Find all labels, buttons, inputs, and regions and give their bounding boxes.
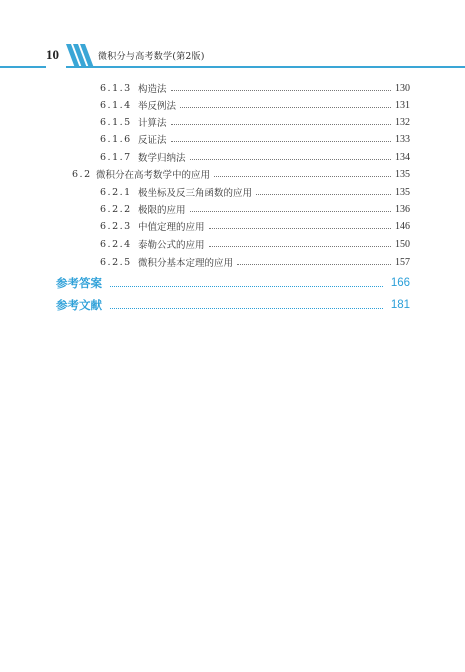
toc-entry-title: 反证法 [138,135,167,146]
toc-entry-page: 157 [395,256,410,268]
toc-entry[interactable] [100,80,410,96]
toc-entry[interactable] [100,97,410,113]
toc-entry-page: 134 [395,151,410,163]
toc-entry-number: 6.1.5 [100,116,132,128]
toc-entry-number: 6.2.1 [100,186,132,198]
toc-entry-page: 146 [395,220,410,232]
dot-leader [110,286,383,287]
toc-entry[interactable] [100,201,410,217]
toc-entry-number: 6.2.3 [100,220,132,232]
dot-leader [110,308,383,309]
toc-entry-page: 133 [395,133,410,145]
toc-entry-number: 6.2.4 [100,238,132,250]
toc-entry[interactable] [100,236,410,252]
dot-leader [214,176,391,177]
toc-entry[interactable] [100,114,410,130]
toc-chapter-title: 参考答案 [56,276,102,290]
toc-entry-title: 计算法 [138,118,167,129]
dot-leader [171,90,391,91]
toc-entry-page: 136 [395,203,410,215]
toc-entry-number: 6.2.5 [100,256,132,268]
toc-entry-title: 极限的应用 [138,205,186,216]
page-number: 10 [46,47,59,62]
toc-entry-page: 135 [395,186,410,198]
toc-entry-title: 微积分基本定理的应用 [138,258,234,269]
dot-leader [180,107,391,108]
toc-entry[interactable] [100,254,410,270]
toc-entry-page: 135 [395,168,410,180]
toc-entry-title: 极坐标及反三角函数的应用 [138,188,253,199]
toc-entry-title: 构造法 [138,84,167,95]
toc-entry[interactable] [100,131,410,147]
toc-entry-title: 泰勒公式的应用 [138,240,205,251]
toc-entry-title: 数学归纳法 [138,153,186,164]
toc-entry-number: 6.2.2 [100,203,132,215]
toc-entry-number: 6.1.3 [100,82,132,94]
dot-leader [171,124,391,125]
dot-leader [171,141,391,142]
toc-entry-title: 举反例法 [138,101,177,112]
header-decoration-stripes [66,44,96,68]
toc-entry-number: 6.1.7 [100,151,132,163]
page-header [0,44,465,68]
toc-entry-number: 6.1.4 [100,99,132,111]
dot-leader [209,228,391,229]
toc-chapter-references-answers[interactable] [56,274,410,292]
toc-entry-page: 130 [395,82,410,94]
toc-entry[interactable] [100,149,410,165]
toc-chapter-page: 181 [390,299,410,311]
toc-entry-number: 6.2 [72,168,92,180]
toc-section-entry[interactable] [72,166,410,182]
toc-entry-number: 6.1.6 [100,133,132,145]
book-title: 微积分与高考数学(第2版) [98,52,205,62]
toc-entry-title: 微积分在高考数学中的应用 [96,170,211,181]
header-rule-main [66,66,465,68]
toc-chapter-page: 166 [390,277,410,289]
toc-entry-page: 150 [395,238,410,250]
toc-entry-title: 中值定理的应用 [138,222,205,233]
toc-entry-page: 132 [395,116,410,128]
toc-entry[interactable] [100,184,410,200]
dot-leader [209,246,391,247]
header-rule [0,66,46,68]
dot-leader [237,264,391,265]
toc-chapter-bibliography[interactable] [56,296,410,314]
toc-entry-page: 131 [395,99,410,111]
toc-entry[interactable] [100,218,410,234]
dot-leader [256,194,391,195]
toc-chapter-title: 参考文献 [56,298,102,312]
dot-leader [190,211,391,212]
dot-leader [190,159,391,160]
